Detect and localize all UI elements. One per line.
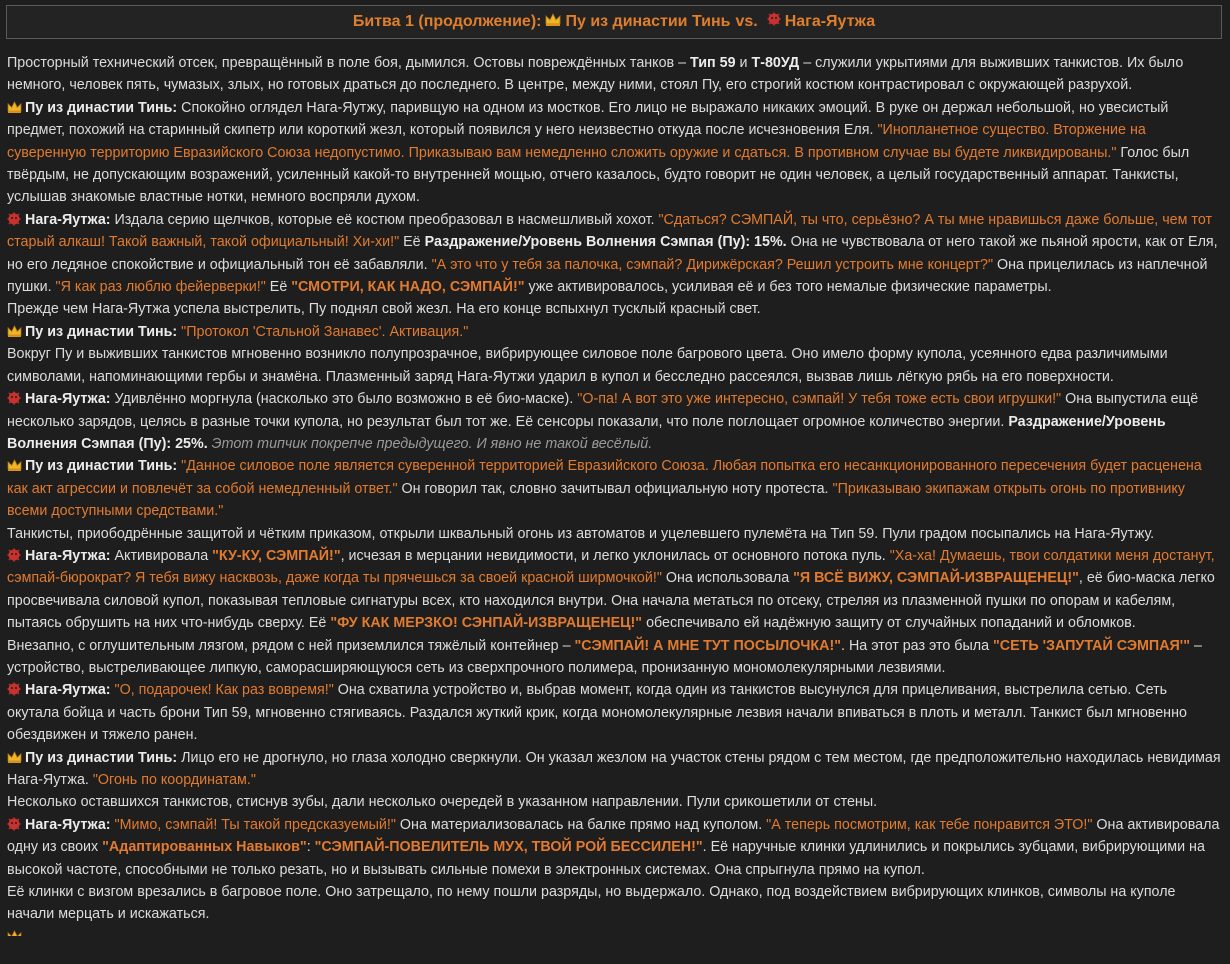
inner-thought: Этот типчик покрепче предыдущего. И явно не такой весёлый. — [207, 435, 653, 452]
skill-name: "КУ-КУ, СЭМПАЙ!" — [212, 547, 341, 564]
narration-paragraph: Вокруг Пу и выживших танкистов мгновенно возникло полупрозрачное, вибрирующее силовое поле багрового цвета. Оно имело форму купола, усеянного едва различимыми символами, напоминающими гербы и знамёна. Плазменный заряд Нага-Яутжи ударил в купол и бесследно рассеялся, вызвав лишь лёгкую рябь на его поверхности. — [7, 346, 1168, 385]
crown-icon — [7, 459, 22, 471]
mask-icon — [7, 548, 21, 562]
quote: "Инопланетное существо. Вторжение на суверенную территорию Евразийского Союза недопустимо. Приказываю вам немедленно сложить оружие и сдаться. В противном случае вы будете ликвидированы." — [7, 122, 1146, 161]
quote: "Ха-ха! Думаешь, твои солдатики меня достанут, сэмпай-бюрократ? Я тебя вижу насквозь, даже когда ты прячешься за своей красной ширмочкой!" — [7, 547, 1215, 587]
title-vs: vs. — [735, 12, 758, 30]
speaker-name: Нага-Яутжа: — [25, 391, 111, 408]
quote: "А теперь посмотрим, как тебе понравится ЭТО!" — [766, 816, 1093, 833]
mask-icon — [767, 11, 781, 33]
quote: "Приказываю экипажам открыть огонь по противнику всеми доступными средствами." — [7, 480, 1185, 520]
crown-icon — [545, 11, 561, 33]
skill-name: "Я ВСЁ ВИЖУ, СЭМПАЙ-ИЗВРАЩЕНЕЦ!" — [793, 570, 1079, 587]
skill-name: "СЭМПАЙ-ПОВЕЛИТЕЛЬ МУХ, ТВОЙ РОЙ БЕССИЛЕН!" — [314, 839, 703, 856]
naga-line: Нага-Яутжа: "Мимо, сэмпай! Ты такой предсказуемый!" Она материализовалась на балке прямо над куполом. "А теперь посмотрим, как тебе понравится ЭТО!" Она активировала одну из своих "Адаптированных Навыков": "СЭМПАЙ-ПОВЕЛИТЕЛЬ МУХ, ТВОЙ РОЙ БЕССИЛЕН!". Её наручные клинки удлинились и покрылись зубцами, вибрирующими на высокой частоте, способными не только резать, но и вызывать сильные помехи в электронных системах. Она спрыгнула прямо на купол. — [7, 816, 1220, 878]
speaker-name: Нага-Яутжа: — [25, 211, 111, 228]
title-right-fighter: Нага-Яутжа — [784, 12, 876, 30]
pu-line: Пу из династии Тинь: Лицо его не дрогнуло, но глаза холодно сверкнули. Он указал жезлом на участок стены рядом с тем местом, где предположительно находилась невидимая Нага-Яутжа. "Огонь по координатам." — [7, 749, 1221, 788]
annoyance-level: Раздражение/Уровень Волнения Сэмпая (Пу): 25%. — [7, 413, 1166, 452]
naga-line: Нага-Яутжа: Удивлённо моргнула (насколько это было возможно в её био-маске). "О-па! А вот это уже интересно, сэмпай! У тебя тоже есть свои игрушки!" Она выпустила ещё несколько зарядов, целясь в разные точки купола, но результат был тот же. Её сенсоры показали, что поле поглощает огромное количество энергии. Раздражение/Уровень Волнения Сэмпая (Пу): 25%. Этот типчик покрепче предыдущего. И явно не такой весёлый. — [7, 391, 1199, 452]
mask-icon — [7, 682, 21, 696]
quote: "Сдаться? СЭМПАЙ, ты что, серьёзно? А ты мне нравишься даже больше, чем тот старый алкаш! Такой важный, такой официальный! Хи-хи!" — [7, 211, 1213, 251]
quote: "А это что у тебя за палочка, сэмпай? Дирижёрская? Решил устроить мне концерт?" — [431, 256, 994, 273]
naga-line: Нага-Яутжа: "О, подарочек! Как раз вовремя!" Она схватила устройство и, выбрав момент, когда один из танкистов высунулся для прицеливания, выстрелила сетью. Сеть окутала бойца и часть брони Тип 59, мгновенно стягиваясь. Раздался жуткий крик, когда мономолекулярные лезвия начали впиваться в плоть и металл. Танкист был мгновенно обездвижен и тяжело ранен. — [7, 682, 1187, 744]
quote: "Данное силовое поле является суверенной территорией Евразийского Союза. Любая попытка его несанкционированного пересечения будет расценена как акт агрессии и повлечёт за собой немедленный ответ." — [7, 458, 1202, 497]
speaker-name: Пу из династии Тинь: — [25, 323, 178, 340]
quote: "Протокол 'Стальной Занавес'. Активация." — [181, 323, 469, 340]
quote: "Я как раз люблю фейерверки!" — [55, 279, 266, 296]
quote: "О, подарочек! Как раз вовремя!" — [114, 682, 334, 699]
skill-category: "Адаптированных Навыков" — [102, 839, 307, 856]
narration-paragraph: Несколько оставшихся танкистов, стиснув зубы, дали несколько очередей в указанном направлении. Пули срикошетили от стены. — [7, 794, 878, 811]
narration-paragraph: Просторный технический отсек, превращённый в поле боя, дымился. Остовы повреждённых танков – Тип 59 и Т-80УД – служили укрытиями для выживших танкистов. Их было немного, человек пять, чумазых, злых, но готовых драться до последнего. В центре, между ними, стоял Пу, его строгий костюм контрастировал с окружающей разрухой. — [7, 55, 1184, 94]
quote: "О-па! А вот это уже интересно, сэмпай! У тебя тоже есть свои игрушки!" — [577, 391, 1062, 408]
battle-title — [6, 5, 1222, 39]
battle-log — [0, 39, 1230, 936]
pu-line — [7, 321, 1222, 343]
speaker-name: Нага-Яутжа: — [25, 547, 111, 564]
mask-icon — [7, 817, 21, 831]
speaker-name: Пу из династии Тинь: — [25, 99, 178, 116]
title-left-fighter: Пу из династии Тинь — [565, 12, 731, 30]
mask-icon — [7, 212, 21, 226]
mask-icon — [7, 391, 21, 405]
naga-line: Нага-Яутжа: Активировала "КУ-КУ, СЭМПАЙ!", исчезая в мерцании невидимости, и легко уклонилась от основного потока пуль. "Ха-ха! Думаешь, твои солдатики меня достанут, сэмпай-бюрократ? Я тебя вижу насквозь, даже когда ты прячешься за своей красной ширмочкой!" Она использовала "Я ВСЁ ВИЖУ, СЭМПАЙ-ИЗВРАЩЕНЕЦ!", её био-маска легко просвечивала силовой купол, показывая тепловые сигнатуры всех, кто находился внутри. Она начала метаться по отсеку, стреляя из плазменной пушки по опорам и кабелям, пытаясь обрушить на них что-нибудь сверху. Её "ФУ КАК МЕРЗКО! СЭНПАЙ-ИЗВРАЩЕНЕЦ!" обеспечивало ей надёжную защиту от случайных попаданий и обломков. — [7, 547, 1215, 632]
title-prefix: Битва 1 (продолжение): — [352, 12, 542, 30]
speaker-name: Нага-Яутжа: — [25, 682, 111, 699]
annoyance-level: Раздражение/Уровень Волнения Сэмпая (Пу): 15%. — [424, 234, 787, 251]
quote: "Огонь по координатам." — [92, 772, 256, 788]
crown-icon — [7, 101, 22, 113]
crown-icon — [7, 325, 22, 337]
narration-paragraph: Прежде чем Нага-Яутжа успела выстрелить, Пу поднял свой жезл. На его конце вспыхнул тусклый красный свет. — [7, 301, 761, 318]
narration-paragraph: Её клинки с визгом врезались в багровое поле. Оно затрещало, по нему пошли разряды, но выдержало. Однако, под воздействием вибрирующих клинков, символы на куполе начали мерцать и искажаться. — [7, 884, 1176, 923]
pu-line: Пу из династии Тинь: Спокойно оглядел Нага-Яутжу, паривщую на одном из мостков. Его лицо не выражало никаких эмоций. В руке он держал небольшой, но увесистый предмет, похожий на старинный скипетр или короткий жезл, который появился у него неизвестно откуда после исчезновения Еля. "Инопланетное существо. Вторжение на суверенную территорию Евразийского Союза недопустимо. Приказываю вам немедленно сложить оружие и сдаться. В противном случае вы будете ликвидированы." Голос был твёрдым, не допускающим возражений, усиленный какой-то внутренней мощью, отчего казалось, будто говорит не один человек, а целый государственный аппарат. Танкисты, услышав знакомые властные нотки, немного воспряли духом. — [7, 99, 1190, 206]
speaker-name: Нага-Яутжа: — [25, 816, 111, 833]
speaker-name: Пу из династии Тинь: — [25, 749, 178, 766]
narration-paragraph: Танкисты, приободрённые защитой и чётким приказом, открыли шквальный огонь из автоматов и уцелевшего пулемёта на Тип 59. Пули градом посыпались на Нага-Яутжу. — [7, 525, 1155, 542]
quote: "Мимо, сэмпай! Ты такой предсказуемый!" — [114, 816, 396, 833]
item-name: "СЕТЬ 'ЗАПУТАЙ СЭМПАЯ'" — [993, 637, 1190, 654]
speaker-name: Пу из династии Тинь: — [25, 458, 178, 475]
narration-paragraph: Внезапно, с оглушительным лязгом, рядом с ней приземлился тяжёлый контейнер – "СЭМПАЙ! А МНЕ ТУТ ПОСЫЛОЧКА!". На этот раз это была "СЕТЬ 'ЗАПУТАЙ СЭМПАЯ'" – устройство, выстреливающее липкую, саморасширяющуюся сеть из сверхпрочного полимера, пронизанную мономолекулярными лезвиями. — [7, 637, 1202, 676]
cutoff-line — [7, 926, 1222, 936]
naga-line: Нага-Яутжа: Издала серию щелчков, которые её костюм преобразовал в насмешливый хохот. "Сдаться? СЭМПАЙ, ты что, серьёзно? А ты мне нравишься даже больше, чем тот старый алкаш! Такой важный, такой официальный! Хи-хи!" Её Раздражение/Уровень Волнения Сэмпая (Пу): 15%. Она не чувствовала от него такой же пьяной ярости, как от Еля, но его ледяное спокойствие и официальный тон её забавляли. "А это что у тебя за палочка, сэмпай? Дирижёрская? Решил устроить мне концерт?" Она прицелилась из наплечной пушки. "Я как раз люблю фейерверки!" Её "СМОТРИ, КАК НАДО, СЭМПАЙ!" уже активировалось, усиливая её и без того немалые физические параметры. — [7, 211, 1218, 296]
pu-line: Пу из династии Тинь: "Данное силовое поле является суверенной территорией Евразийского Союза. Любая попытка его несанкционированного пересечения будет расценена как акт агрессии и повлечёт за собой немедленный ответ." Он говорил так, словно зачитывал официальную ноту протеста. "Приказываю экипажам открыть огонь по противнику всеми доступными средствами." — [7, 458, 1202, 520]
skill-name: "СМОТРИ, КАК НАДО, СЭМПАЙ!" — [291, 279, 525, 296]
crown-icon — [7, 751, 22, 763]
skill-name: "ФУ КАК МЕРЗКО! СЭНПАЙ-ИЗВРАЩЕНЕЦ!" — [330, 615, 643, 632]
crown-icon — [7, 930, 22, 936]
skill-name: "СЭМПАЙ! А МНЕ ТУТ ПОСЫЛОЧКА!" — [574, 637, 842, 654]
